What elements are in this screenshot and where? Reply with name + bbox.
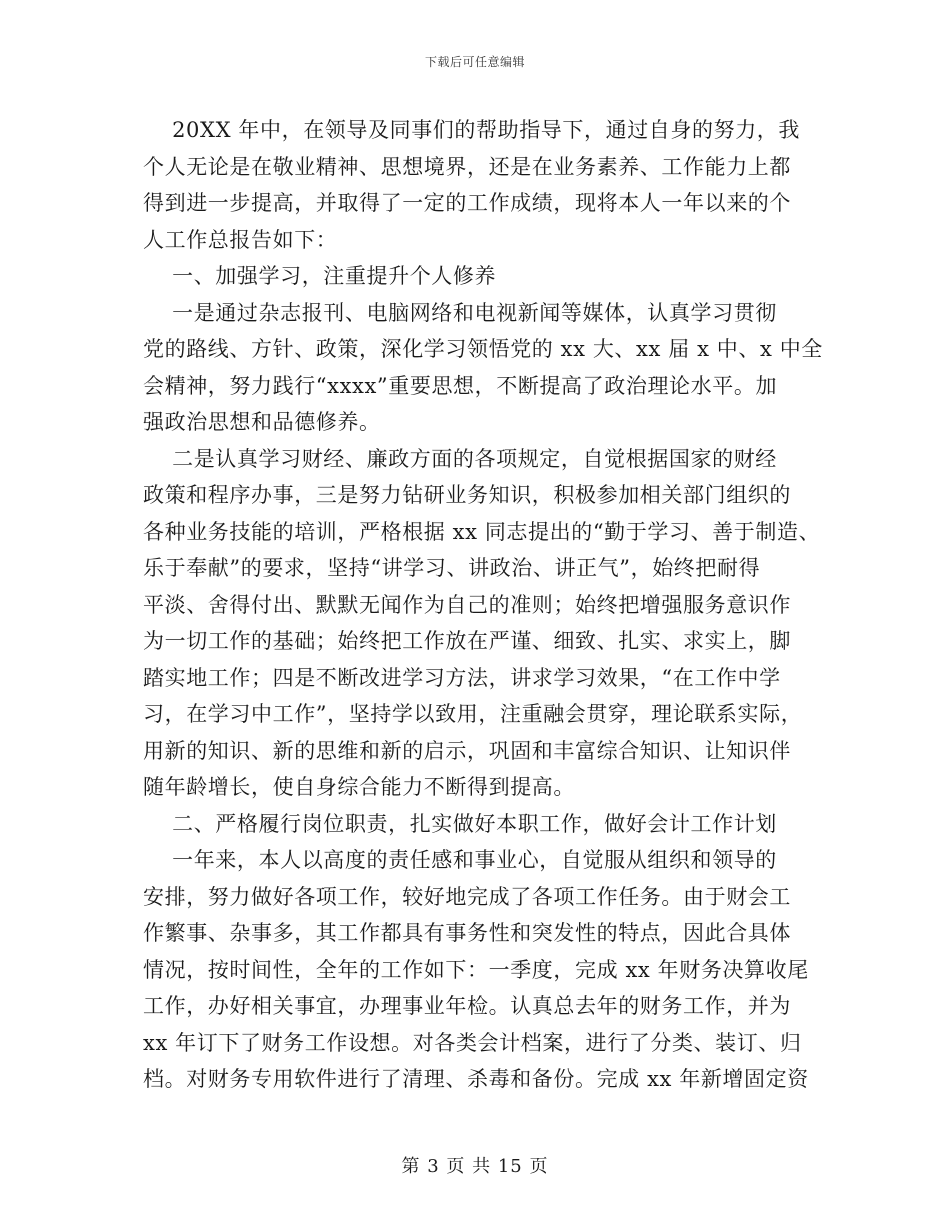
body-text-line: 安排，努力做好各项工作，较好地完成了各项工作任务。由于财会工 — [143, 884, 791, 909]
body-text-line: 档。对财务专用软件进行了清理、杀毒和备份。完成 xx 年新增固定资 — [143, 1067, 809, 1091]
body-text-line: 各种业务技能的培训，严格根据 xx 同志提出的“勤于学习、善于制造、 — [143, 519, 821, 544]
body-text-line: 用新的知识、新的思维和新的启示，巩固和丰富综合知识、让知识伴 — [143, 738, 791, 763]
body-text-line: 二、严格履行岗位职责，扎实做好本职工作，做好会计工作计划 — [143, 811, 777, 836]
body-text-line: 踏实地工作；四是不断改进学习方法，讲求学习效果，“在工作中学 — [143, 665, 781, 690]
body-text-line: 个人无论是在敬业精神、思想境界，还是在业务素养、工作能力上都 — [143, 154, 791, 179]
body-text-line: 会精神，努力践行“xxxx”重要思想，不断提高了政治理论水平。加 — [143, 373, 778, 398]
body-text-line: 工作，办好相关事宜，办理事业年检。认真总去年的财务工作，并为 — [143, 994, 791, 1018]
body-text-line: 人工作总报告如下： — [143, 227, 338, 252]
body-text-line: 20XX 年中，在领导及同事们的帮助指导下，通过自身的努力，我 — [143, 118, 800, 142]
page-footer: 第 3 页 共 15 页 — [401, 1156, 549, 1177]
body-text-line: 作繁事、杂事多，其工作都具有事务性和突发性的特点，因此合具体 — [143, 921, 791, 945]
body-text-line: 一年来，本人以高度的责任感和事业心，自觉服从组织和领导的 — [143, 848, 777, 872]
body-text-line: 一、加强学习，注重提升个人修养 — [143, 264, 497, 288]
body-text-line: 习，在学习中工作”，坚持学以致用，注重融会贯穿，理论联系实际， — [143, 702, 803, 726]
body-text-line: 得到进一步提高，并取得了一定的工作成绩，现将本人一年以来的个 — [143, 191, 791, 215]
body-text-line: xx 年订下了财务工作设想。对各类会计档案，进行了分类、装订、归 — [143, 1030, 802, 1055]
body-text-line: 平淡、舍得付出、默默无闻作为自己的准则；始终把增强服务意识作 — [143, 592, 791, 617]
body-text-line: 强政治思想和品德修养。 — [143, 410, 381, 434]
body-text-line: 二是认真学习财经、廉政方面的各项规定，自觉根据国家的财经 — [143, 446, 777, 471]
body-text-line: 为一切工作的基础；始终把工作放在严谨、细致、扎实、求实上，脚 — [143, 629, 791, 653]
body-text-line: 情况，按时间性，全年的工作如下：一季度，完成 xx 年财务决算收尾 — [143, 957, 809, 982]
body-text-line: 党的路线、方针、政策，深化学习领悟党的 xx 大、xx 届 x 中、x 中全 — [143, 337, 823, 361]
body-text-line: 随年龄增长，使自身综合能力不断得到提高。 — [143, 775, 575, 799]
body-text-line: 乐于奉献”的要求，坚持“讲学习、讲政治、讲正气”，始终把耐得 — [143, 556, 761, 580]
document-body — [143, 112, 843, 1098]
body-text-line: 一是通过杂志报刊、电脑网络和电视新闻等媒体，认真学习贯彻 — [143, 300, 777, 325]
body-text-line: 政策和程序办事，三是努力钻研业务知识，积极参加相关部门组织的 — [143, 483, 791, 507]
page-header: 下载后可任意编辑 — [424, 55, 525, 69]
